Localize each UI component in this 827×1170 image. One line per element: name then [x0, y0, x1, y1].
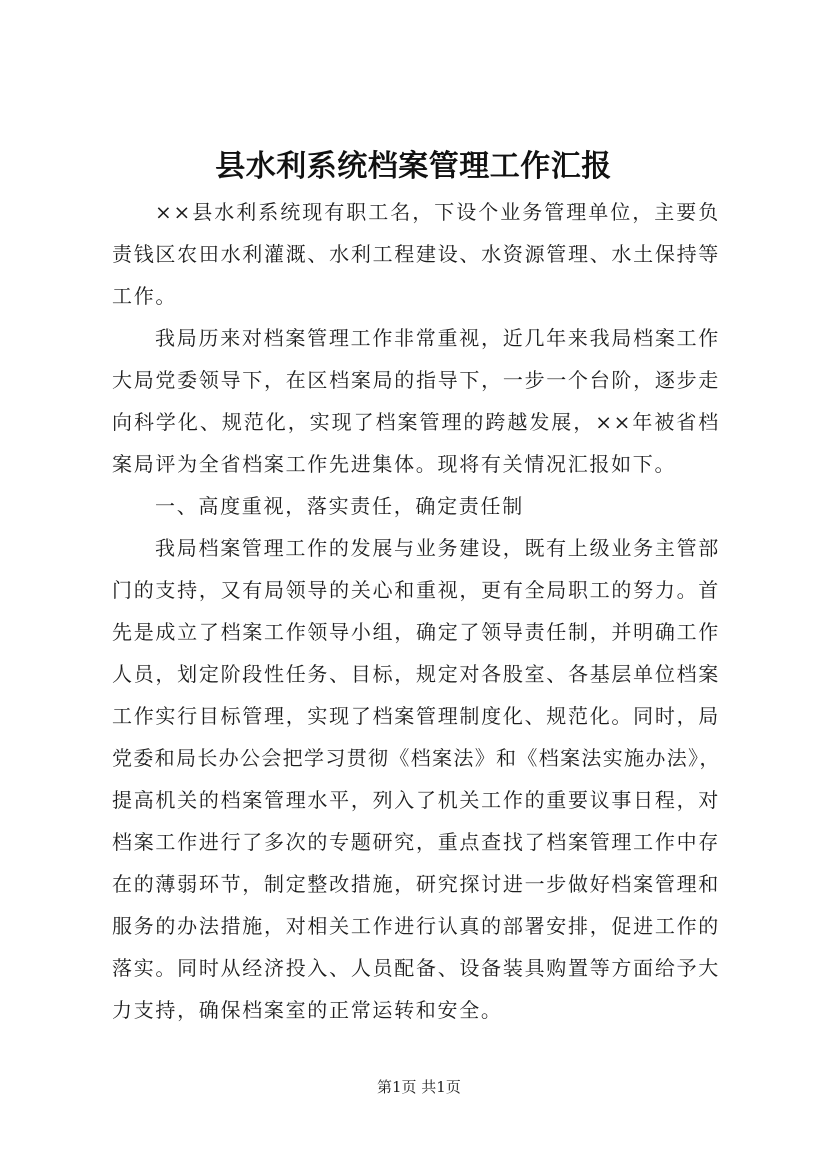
text-line: 工作实行目标管理，实现了档案管理制度化、规范化。同时，局: [112, 704, 720, 728]
text-line: 力支持，确保档案室的正常运转和安全。: [112, 998, 503, 1022]
section-heading: [112, 485, 720, 527]
document-title: 县水利系统档案管理工作汇报: [215, 149, 612, 184]
text-line: 我局档案管理工作的发展与业务建设，既有上级业务主管部: [155, 536, 720, 560]
paragraph-overview: [112, 317, 720, 485]
text-line: 在的薄弱环节，制定整改措施，研究探讨进一步做好档案管理和: [112, 872, 720, 896]
text-line: 党委和局长办公会把学习贯彻《档案法》和《档案法实施办法》，: [112, 746, 720, 770]
text-line: 门的支持，又有局领导的关心和重视，更有全局职工的努力。首: [112, 578, 720, 602]
section-heading-text: 一、高度重视，落实责任，确定责任制: [155, 494, 524, 518]
paragraph-section-one: [112, 527, 720, 1031]
text-line: 工作。: [112, 284, 178, 308]
text-line: 提高机关的档案管理水平，列入了机关工作的重要议事日程，对: [112, 788, 720, 812]
text-line: 先是成立了档案工作领导小组，确定了领导责任制，并明确工作: [112, 620, 720, 644]
text-line: 人员，划定阶段性任务、目标，规定对各股室、各基层单位档案: [112, 662, 720, 686]
text-line: 服务的办法措施，对相关工作进行认真的部署安排，促进工作的: [112, 914, 720, 938]
text-line: 向科学化、规范化，实现了档案管理的跨越发展，××年被省档: [112, 410, 720, 434]
text-line: 我局历来对档案管理工作非常重视，近几年来我局档案工作: [155, 326, 720, 350]
text-line: 案局评为全省档案工作先进集体。现将有关情况汇报如下。: [112, 452, 677, 476]
text-line: 档案工作进行了多次的专题研究，重点查找了档案管理工作中存: [112, 830, 720, 854]
text-line: 大局党委领导下，在区档案局的指导下，一步一个台阶，逐步走: [112, 368, 720, 392]
paragraph-intro: [112, 191, 720, 317]
text-line: 责钱区农田水利灌溉、水利工程建设、水资源管理、水土保持等: [112, 242, 720, 266]
page-number-footer: 第1页 共1页: [377, 1078, 461, 1096]
text-line: 落实。同时从经济投入、人员配备、设备装具购置等方面给予大: [112, 956, 720, 980]
document-body: [112, 191, 720, 1031]
text-line: ××县水利系统现有职工名，下设个业务管理单位，主要负: [155, 200, 720, 224]
